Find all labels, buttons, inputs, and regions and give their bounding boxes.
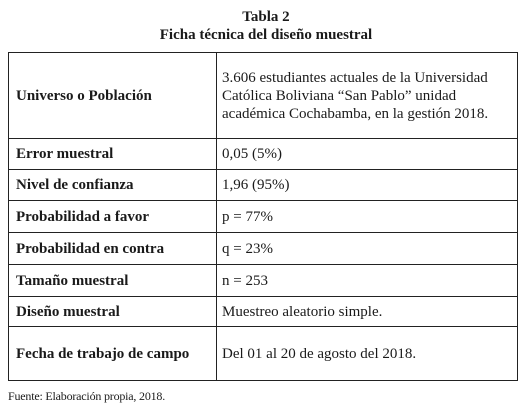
table-row: [9, 139, 518, 170]
table-title: Ficha técnica del diseño muestral: [159, 27, 373, 43]
row-label: Diseño muestral: [9, 297, 217, 327]
row-value: 1,96 (95%): [217, 170, 518, 201]
table-number: Tabla 2: [242, 9, 290, 25]
table-row: [9, 327, 518, 381]
table-row: [9, 297, 518, 327]
row-value: p = 77%: [217, 201, 518, 233]
row-value: 0,05 (5%): [217, 139, 518, 170]
table-row: [9, 170, 518, 201]
table-row: [9, 265, 518, 297]
row-value: 3.606 estudiantes actuales de la Universidad Católica Boliviana “San Pablo” unidad académica Cochabamba, en la gestión 2018.: [217, 53, 518, 139]
row-label: Probabilidad en contra: [9, 233, 217, 265]
row-value: n = 253: [217, 265, 518, 297]
row-label: Universo o Población: [9, 53, 217, 139]
row-label: Probabilidad a favor: [9, 201, 217, 233]
row-value: q = 23%: [217, 233, 518, 265]
row-label: Nivel de confianza: [9, 170, 217, 201]
row-label: Fecha de trabajo de campo: [9, 327, 217, 381]
table-row: [9, 201, 518, 233]
technical-sheet-table: [8, 52, 518, 381]
table-row: [9, 53, 518, 139]
row-value: Del 01 al 20 de agosto del 2018.: [217, 327, 518, 381]
source-note: Fuente: Elaboración propia, 2018.: [8, 389, 166, 403]
row-label: Error muestral: [9, 139, 217, 170]
row-label: Tamaño muestral: [9, 265, 217, 297]
row-value: Muestreo aleatorio simple.: [217, 297, 518, 327]
table-row: [9, 233, 518, 265]
